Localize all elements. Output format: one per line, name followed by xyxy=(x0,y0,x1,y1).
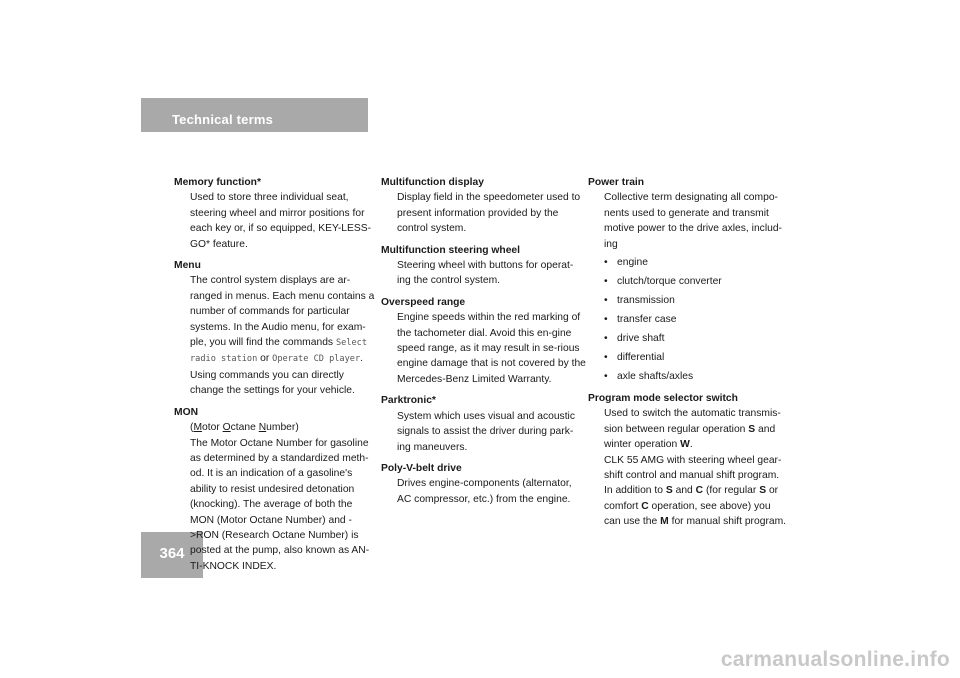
bullet-icon: • xyxy=(604,257,608,269)
mon-text: The Motor Octane Number for gasoline as determined by a standardized meth-od. It is an indication of a gasoline's ability to resist undesired detonation (knocking). The average of both the MON (Motor Octane Number) and ->RON (Research Octane Number) is posted at the pump, also known as AN-TI-KNOCK INDEX. xyxy=(190,437,370,572)
list-item: • transfer case xyxy=(604,312,788,328)
term-poly-v-belt-drive: Poly-V-belt drive xyxy=(381,462,462,474)
term-memory-function: Memory function* xyxy=(174,177,261,188)
list-item: • drive shaft xyxy=(604,331,788,347)
desc-program-mode-selector-switch: Used to switch the automatic transmis-sion between regular operation S and winter operation W. CLK 55 AMG with steering wheel gear-shift control and manual shift program. In addition to S and C (for regular S or comfort C operation, see above) you can use the M for manual shift program. xyxy=(604,408,787,528)
term-multifunction-display: Multifunction display xyxy=(381,177,484,188)
list-item: • axle shafts/axles xyxy=(604,369,788,385)
desc-overspeed-range: Engine speeds within the red marking of the tachometer dial. Avoid this en-gine speed range, as it may result in se-rious engine damage that is not covered by the Mercedes-Benz Limited Warranty. xyxy=(397,312,586,385)
term-mon: MON xyxy=(174,406,199,418)
command-select-radio-station: Select radio station xyxy=(190,338,368,365)
term-parktronic: Parktronic* xyxy=(381,395,436,407)
desc-mon xyxy=(190,420,379,574)
desc-parktronic: System which uses visual and acoustic signals to assist the driver during park-ing maneuvers. xyxy=(397,410,575,453)
list-item: • transmission xyxy=(604,293,788,309)
term-multifunction-steering-wheel: Multifunction steering wheel xyxy=(381,244,521,256)
watermark: carmanualsonline.info xyxy=(720,648,950,671)
list-item: • differential xyxy=(604,350,788,366)
mon-expansion: (Motor Octane Number) xyxy=(190,422,299,434)
desc-memory-function: Used to store three individual seat, steering wheel and mirror positions for each key or, if so equipped, KEY-LESS-GO* feature. xyxy=(190,192,372,250)
menu-period: . xyxy=(360,353,364,365)
bullet-icon: • xyxy=(604,352,608,364)
glossary-column-1 xyxy=(174,175,379,580)
command-operate-cd-player: Operate CD player xyxy=(272,354,361,365)
term-program-mode-selector-switch: Program mode selector switch xyxy=(588,393,738,405)
bullet-icon: • xyxy=(604,295,608,307)
desc-menu xyxy=(190,273,379,398)
glossary-column-3 xyxy=(588,175,788,536)
bullet-icon: • xyxy=(604,276,608,288)
page-number: 364 xyxy=(159,545,185,562)
menu-text-2: Using commands you can directly change the settings for your vehicle. xyxy=(190,369,355,397)
list-item: • clutch/torque converter xyxy=(604,274,788,290)
desc-multifunction-display: Display field in the speedometer used to present information provided by the control system. xyxy=(397,192,581,235)
power-train-list xyxy=(604,255,788,385)
bullet-icon: • xyxy=(604,333,608,345)
term-power-train: Power train xyxy=(588,177,645,188)
term-menu: Menu xyxy=(174,260,201,272)
list-item: • engine xyxy=(604,255,788,271)
section-title: Technical terms xyxy=(172,112,274,127)
menu-or: or xyxy=(260,353,270,365)
desc-poly-v-belt-drive: Drives engine-components (alternator, AC compressor, etc.) from the engine. xyxy=(397,478,572,505)
menu-text: The control system displays are ar-ranged in menus. Each menu contains a number of commands for particular systems. In the Audio menu, for exam-ple, you will find the commands xyxy=(190,275,375,349)
section-header xyxy=(141,98,368,132)
term-overspeed-range: Overspeed range xyxy=(381,296,466,308)
glossary-column-2 xyxy=(381,175,586,513)
bullet-icon: • xyxy=(604,314,608,326)
desc-power-train: Collective term designating all compo-nents used to generate and transmit motive power to the drive axles, includ-ing xyxy=(604,192,782,250)
desc-multifunction-steering-wheel: Steering wheel with buttons for operat-ing the control system. xyxy=(397,260,574,287)
bullet-icon: • xyxy=(604,371,608,383)
